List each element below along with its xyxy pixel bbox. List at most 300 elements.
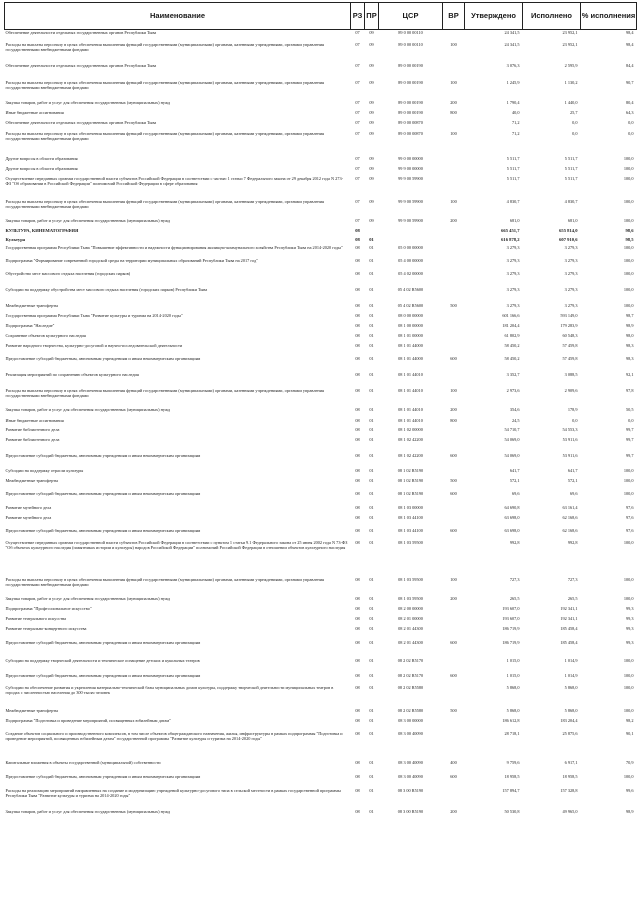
row-csr: 08 3 00 40090 — [398, 759, 423, 765]
row-csr: 08 2 02 R5170 — [397, 657, 424, 663]
row-csr — [379, 228, 443, 237]
table-row — [5, 323, 637, 333]
row-csr: 08 1 01 44000 — [398, 342, 423, 348]
row-approved: 5 868,0 — [506, 684, 520, 690]
row-executed: 23 952,1 — [562, 41, 578, 47]
table-row — [5, 658, 637, 673]
row-percent: 100,0 — [623, 477, 634, 483]
row-percent: 99,3 — [625, 639, 634, 645]
row-executed: 3 088,5 — [564, 371, 578, 377]
row-approved: 50 530,8 — [504, 808, 520, 814]
row-executed: 593 149,0 — [560, 312, 578, 318]
row-pr: 01 — [369, 684, 374, 690]
row-csr: 89 0 00 00110 — [398, 30, 423, 35]
row-executed: 0,0 — [572, 417, 578, 423]
row-executed: 607 910,6 — [559, 236, 578, 242]
row-pr: 01 — [369, 270, 374, 276]
row-name: Расходы на выплаты персоналу в целях обеспечения выполнения функций государственными (муниципальными) органами, казенными учреждениями, органами управления государственными внебюджетными фондами — [5, 576, 324, 588]
row-vr — [443, 788, 465, 809]
table-row — [5, 166, 637, 176]
row-rz: 08 — [355, 787, 360, 793]
row-csr: 08 3 00 R5190 — [397, 808, 424, 814]
row-pr: 01 — [369, 286, 374, 292]
row-name: Расходы на выплаты персоналу в целях обеспечения выполнения функций государственными (муниципальными) органами, казенными учреждениями, органами управления государственными внебюджетными фондами — [5, 79, 324, 91]
row-name: Предоставление субсидий бюджетным, автономным учреждениям и иным некоммерческим организациям — [5, 639, 201, 645]
row-percent: 99,7 — [625, 452, 634, 458]
row-executed: 5 511,7 — [564, 155, 578, 161]
row-rz: 07 — [355, 130, 360, 136]
row-percent: 97,6 — [625, 504, 634, 510]
row-pr: 01 — [369, 539, 374, 545]
row-csr: 99 0 00 00000 — [398, 155, 423, 161]
row-approved: 265,5 — [509, 595, 520, 601]
row-rz: 08 — [355, 286, 360, 292]
row-name: Субсидии на поддержку обустройства мест массового отдыха населения (городских парков) Республики Тыва — [5, 286, 208, 292]
row-vr — [443, 313, 465, 323]
row-percent: 100,0 — [623, 257, 634, 263]
row-executed: 727,3 — [567, 576, 578, 582]
row-pr: 01 — [369, 406, 374, 412]
row-vr — [443, 540, 465, 577]
row-csr: 08 1 01 44010 — [398, 417, 423, 423]
row-rz: 08 — [355, 639, 360, 645]
row-percent: 99,3 — [625, 615, 634, 621]
row-vr: 600 — [450, 490, 457, 496]
row-pr: 09 — [369, 109, 374, 115]
row-executed: 25 875,6 — [562, 730, 578, 736]
row-pr: 09 — [369, 198, 374, 204]
row-vr: 100 — [450, 41, 457, 47]
table-row — [5, 760, 637, 774]
table-row — [5, 606, 637, 616]
row-percent: 98,2 — [625, 717, 634, 723]
row-name: Создание объектов социального и производственного комплексов, в том числе объектов общегражданского назначения, жилья, инфраструктуры в рамках подпрограммы "Подготовка и проведение мероприятий, посвященных юбилейным датам" государственной программы "Развитие культуры и туризма на 2014-2020 годы" — [5, 730, 343, 742]
row-rz: 08 — [355, 707, 360, 713]
row-pr: 01 — [369, 342, 374, 348]
row-percent: 100,0 — [623, 467, 634, 473]
row-percent: 99,3 — [625, 625, 634, 631]
table-row — [5, 258, 637, 271]
row-executed: 179 283,9 — [560, 322, 578, 328]
row-csr: 08 2 01 44300 — [398, 625, 423, 631]
row-approved: 9 759,6 — [506, 759, 520, 765]
row-csr: 08 2 00 00000 — [398, 605, 423, 611]
row-approved: 40,0 — [511, 109, 520, 115]
row-rz: 08 — [355, 342, 360, 348]
row-rz: 07 — [355, 99, 360, 105]
row-name: Обеспечение деятельности отдельных государственных органов Республики Тыва — [5, 30, 157, 35]
row-approved: 4 830,7 — [506, 198, 520, 204]
row-pr: 01 — [369, 312, 374, 318]
row-pr: 01 — [369, 452, 374, 458]
row-rz: 07 — [355, 62, 360, 68]
row-name: Обеспечение деятельности отдельных государственных органов Республики Тыва — [5, 119, 157, 125]
row-percent: 97,6 — [625, 527, 634, 533]
row-rz: 07 — [355, 109, 360, 115]
row-percent: 100,0 — [623, 539, 634, 545]
row-csr: 89 0 00 00190 — [398, 99, 423, 105]
row-pr: 09 — [369, 79, 374, 85]
row-vr — [443, 176, 465, 199]
table-row — [5, 131, 637, 156]
row-percent: 97,6 — [625, 514, 634, 520]
row-vr — [443, 731, 465, 760]
row-name: Межбюджетные трансферты — [5, 302, 59, 308]
row-pr: 01 — [369, 387, 374, 393]
row-approved: 1 015,0 — [506, 672, 520, 678]
row-pr: 09 — [369, 165, 374, 171]
row-csr: 08 1 03 59500 — [398, 539, 423, 545]
row-percent: 97,8 — [625, 387, 634, 393]
row-pr: 01 — [369, 257, 374, 263]
row-pr: 01 — [369, 490, 374, 496]
row-pr: 01 — [369, 467, 374, 473]
row-pr: 09 — [369, 155, 374, 161]
row-name: Культура — [5, 236, 26, 242]
row-pr: 01 — [369, 759, 374, 765]
row-rz: 08 — [355, 504, 360, 510]
row-vr: 500 — [450, 302, 457, 308]
row-approved: 601 166,6 — [502, 312, 520, 318]
row-executed: 3 279,3 — [564, 286, 578, 292]
row-vr: 600 — [450, 452, 457, 458]
row-approved: 354,6 — [509, 406, 520, 412]
row-name: Осуществление переданных органам государственной власти субъектов Российской Федерации в соответствии с пунктом 1 статьи 9.1 Федерального закона от 25 июня 2002 года N 73-ФЗ "Об объектах культурного наследия (памятниках истории и культуры) народов Российской Федерации" полномочий Российской Федерации в отношении объектов культурного наследия — [5, 539, 348, 551]
row-vr: 800 — [450, 109, 457, 115]
row-csr: 08 1 03 44100 — [398, 527, 423, 533]
row-csr: 05 4 02 R5600 — [397, 286, 424, 292]
row-approved: 63 698,0 — [504, 514, 520, 520]
row-executed: 192 341,1 — [560, 615, 578, 621]
row-vr: 400 — [450, 759, 457, 765]
table-header — [5, 3, 637, 30]
row-approved: 71,2 — [511, 130, 520, 136]
row-approved: 193 607,0 — [502, 615, 520, 621]
row-name: Расходы на выплаты персоналу в целях обеспечения выполнения функций государственными (муниципальными) органами, казенными учреждениями, органами управления государственными внебюджетными фондами — [5, 130, 324, 142]
row-approved: 2 973,6 — [506, 387, 520, 393]
row-approved: 18 958,5 — [504, 773, 520, 779]
row-percent: 98,4 — [625, 41, 634, 47]
table-row — [5, 515, 637, 528]
row-percent: 100,0 — [623, 657, 634, 663]
row-percent: 100,0 — [623, 217, 634, 223]
row-rz: 08 — [355, 257, 360, 263]
row-approved: 24 341,5 — [504, 30, 520, 35]
row-name: Сохранение объектов культурного наследия — [5, 332, 86, 338]
row-rz: 08 — [355, 477, 360, 483]
row-pr: 01 — [369, 707, 374, 713]
table-row — [5, 673, 637, 685]
table-row — [5, 640, 637, 658]
row-name: Развитие музейного дела — [5, 504, 52, 510]
row-rz: 08 — [355, 355, 360, 361]
row-csr: 99 9 00 59900 — [398, 217, 423, 223]
table-row — [5, 313, 637, 323]
row-approved: 3 279,3 — [506, 270, 520, 276]
row-pr: 09 — [369, 130, 374, 136]
row-pr: 01 — [369, 808, 374, 814]
row-rz: 08 — [355, 759, 360, 765]
row-approved: 193 607,0 — [502, 605, 520, 611]
row-name: Реализация мероприятий по сохранению объектов культурного наследия — [5, 371, 139, 377]
row-name: Субсидии на поддержку творческой деятельности и техническое оснащение детских и кукольных театров — [5, 657, 200, 663]
row-percent: 99,7 — [625, 436, 634, 442]
table-row — [5, 388, 637, 407]
row-approved: 727,3 — [509, 576, 520, 582]
row-rz: 08 — [355, 417, 360, 423]
table-row — [5, 468, 637, 478]
row-executed: 60 548,3 — [562, 332, 578, 338]
row-executed: 572,1 — [567, 477, 578, 483]
row-percent: 98,4 — [625, 30, 634, 35]
row-approved: 54 710,7 — [504, 426, 520, 432]
row-name: Развитие библиотечного дела — [5, 436, 60, 442]
row-rz: 08 — [355, 302, 360, 308]
row-rz: 08 — [355, 406, 360, 412]
row-csr: 89 0 00 00110 — [398, 41, 423, 47]
row-executed: 54 553,3 — [562, 426, 578, 432]
row-approved: 1 245,9 — [506, 79, 520, 85]
table-row — [5, 437, 637, 453]
row-percent: 100,0 — [623, 490, 634, 496]
row-csr: 05 4 00 00000 — [398, 257, 423, 263]
row-name: Закупка товаров, работ и услуг для обеспечения государственных (муниципальных) нужд — [5, 217, 171, 223]
row-vr: 600 — [450, 639, 457, 645]
row-vr — [443, 658, 465, 673]
row-executed: 2 909,6 — [564, 387, 578, 393]
row-name: Обустройство мест массового отдыха населения (городских парков) — [5, 270, 131, 276]
header-percent: % исполнения — [581, 3, 637, 30]
row-approved: 5 511,7 — [506, 175, 520, 181]
row-executed: 185 458,4 — [560, 639, 578, 645]
table-row — [5, 407, 637, 418]
row-rz: 08 — [355, 236, 360, 242]
row-csr: 08 3 00 00000 — [398, 717, 423, 723]
table-row — [5, 491, 637, 505]
row-approved: 3 076,3 — [506, 62, 520, 68]
row-percent: 0,0 — [628, 417, 634, 423]
row-rz: 08 — [355, 322, 360, 328]
row-pr: 01 — [369, 302, 374, 308]
row-pr: 01 — [369, 773, 374, 779]
row-percent: 98,9 — [625, 808, 634, 814]
row-approved: 1 790,4 — [506, 99, 520, 105]
row-executed: 1 440,0 — [564, 99, 578, 105]
row-percent: 99,7 — [625, 426, 634, 432]
row-percent: 90,7 — [625, 79, 634, 85]
table-row — [5, 626, 637, 640]
table-row — [5, 809, 637, 820]
row-executed: 6 917,1 — [564, 759, 578, 765]
header-rz: РЗ — [351, 3, 365, 30]
row-name: Подпрограмма "Наследие" — [5, 322, 55, 328]
row-approved: 665 451,7 — [501, 227, 520, 233]
row-pr: 01 — [369, 477, 374, 483]
row-rz: 08 — [355, 576, 360, 582]
row-rz: 07 — [355, 165, 360, 171]
row-csr: 08 1 02 42200 — [398, 452, 423, 458]
row-rz: 07 — [355, 41, 360, 47]
row-rz: 08 — [355, 244, 360, 250]
row-pr: 01 — [369, 615, 374, 621]
row-vr — [443, 343, 465, 356]
row-rz: 08 — [355, 730, 360, 736]
row-name: Другие вопросы в области образования — [5, 165, 78, 171]
table-row — [5, 343, 637, 356]
table-row — [5, 453, 637, 468]
table-row — [5, 774, 637, 788]
row-executed: 69,6 — [569, 490, 578, 496]
row-rz: 08 — [355, 672, 360, 678]
table-row — [5, 788, 637, 809]
row-pr: 01 — [369, 657, 374, 663]
row-percent: 0,0 — [628, 130, 634, 136]
row-name: Субсидии на обеспечение развития и укрепления материально-технической базы муниципальных домов культуры, поддержку творческой деятельности муниципальных театров в городах с численностью населения до 300 тысяч человек — [5, 684, 334, 696]
row-approved: 3 279,3 — [506, 257, 520, 263]
row-executed: 25,7 — [569, 109, 578, 115]
row-percent: 98,9 — [625, 322, 634, 328]
row-rz: 08 — [355, 490, 360, 496]
row-name: Государственная программа Республики Тыва "Повышение эффективности и надежности функционирования жилищно-коммунального хозяйства Республики Тыва на 2014-2020 годы" — [5, 244, 343, 250]
row-executed: 5 868,0 — [564, 684, 578, 690]
row-name: Иные бюджетные ассигнования — [5, 109, 64, 115]
row-percent: 100,0 — [623, 155, 634, 161]
table-row — [5, 156, 637, 166]
row-percent: 92,1 — [625, 371, 634, 377]
row-approved: 186 719,9 — [502, 625, 520, 631]
row-pr: 01 — [369, 625, 374, 631]
row-percent: 100,0 — [623, 286, 634, 292]
row-rz: 08 — [355, 452, 360, 458]
row-csr: 08 1 03 59500 — [398, 595, 423, 601]
row-name: Развитие народного творчества, культурно-досуговой и научно-исследовательской деятельности — [5, 342, 183, 348]
table-row — [5, 528, 637, 540]
row-percent: 99,6 — [625, 787, 634, 793]
row-percent: 100,0 — [623, 672, 634, 678]
row-name: Подпрограмма "Подготовка и проведение мероприятий, посвященных юбилейным датам" — [5, 717, 171, 723]
row-executed: 63 161,4 — [562, 504, 578, 510]
row-percent: 50,5 — [625, 406, 634, 412]
row-name: Расходы на выплаты персоналу в целях обеспечения выполнения функций государственными (муниципальными) органами, казенными учреждениями, органами управления государственными внебюджетными фондами — [5, 387, 324, 399]
row-approved: 3 352,7 — [506, 371, 520, 377]
row-percent: 100,0 — [623, 302, 634, 308]
row-vr — [443, 437, 465, 453]
row-percent: 98,5 — [625, 236, 634, 242]
row-rz: 08 — [355, 467, 360, 473]
row-approved: 5 511,7 — [506, 155, 520, 161]
row-csr: 08 1 02 R5190 — [397, 490, 424, 496]
header-approved: Утверждено — [465, 3, 523, 30]
row-percent: 0,0 — [628, 119, 634, 125]
table-row — [5, 218, 637, 228]
row-name: Капитальные вложения в объекты государственной (муниципальной) собственности — [5, 759, 161, 765]
row-percent: 99,3 — [625, 605, 634, 611]
row-vr: 100 — [450, 198, 457, 204]
row-percent: 70,9 — [625, 759, 634, 765]
row-name: Расходы на реализацию мероприятий направленных на создание и модернизацию учреждений культурно-досугового типа в сельской местности в рамках государственной программы Республики Тыва "Развитие культуры и туризма на 2014-2020 годы" — [5, 787, 341, 799]
row-csr: 08 3 00 40090 — [398, 730, 423, 736]
row-vr: 200 — [450, 406, 457, 412]
row-percent: 100,0 — [623, 198, 634, 204]
row-name: Закупка товаров, работ и услуг для обеспечения государственных (муниципальных) нужд — [5, 406, 171, 412]
row-executed: 18 958,5 — [562, 773, 578, 779]
table-row — [5, 333, 637, 343]
row-vr — [443, 156, 465, 166]
row-rz: 08 — [355, 605, 360, 611]
row-pr: 01 — [369, 504, 374, 510]
row-csr: 89 0 00 00190 — [398, 62, 423, 68]
table-row — [5, 303, 637, 313]
table-row — [5, 372, 637, 388]
row-csr: 99 9 00 59900 — [398, 175, 423, 181]
row-percent: 100,0 — [623, 175, 634, 181]
row-vr — [443, 30, 465, 42]
row-pr: 01 — [369, 355, 374, 361]
row-executed: 3 279,3 — [564, 257, 578, 263]
row-vr — [443, 271, 465, 287]
row-rz: 07 — [355, 30, 360, 35]
row-csr: 08 1 01 44010 — [398, 371, 423, 377]
table-row — [5, 540, 637, 577]
row-executed: 681,0 — [567, 217, 578, 223]
row-pr: 01 — [369, 426, 374, 432]
row-vr — [443, 616, 465, 626]
row-csr: 08 3 00 R5190 — [397, 787, 424, 793]
row-pr: 01 — [369, 332, 374, 338]
row-vr — [443, 685, 465, 708]
row-rz: 08 — [355, 436, 360, 442]
row-csr: 08 3 00 40090 — [398, 773, 423, 779]
row-name: КУЛЬТУРА, КИНЕМАТОГРАФИЯ — [5, 227, 79, 233]
row-csr: 08 2 01 00000 — [398, 615, 423, 621]
row-executed: 3 279,3 — [564, 244, 578, 250]
row-rz: 08 — [355, 332, 360, 338]
row-rz: 08 — [355, 773, 360, 779]
row-approved: 181 204,4 — [502, 322, 520, 328]
row-percent: 98,0 — [625, 332, 634, 338]
row-pr: 01 — [369, 436, 374, 442]
row-approved: 58 450,2 — [504, 342, 520, 348]
row-executed: 265,5 — [567, 595, 578, 601]
table-row — [5, 176, 637, 199]
row-name: Предоставление субсидий бюджетным, автономным учреждениям и иным некоммерческим организациям — [5, 490, 201, 496]
row-executed: 5 511,7 — [564, 175, 578, 181]
row-pr: 01 — [369, 236, 374, 242]
row-rz: 07 — [355, 119, 360, 125]
row-pr: 01 — [369, 595, 374, 601]
row-pr: 01 — [369, 730, 374, 736]
row-vr: 500 — [450, 707, 457, 713]
row-csr: 05 0 00 00000 — [398, 244, 423, 250]
row-approved: 71,2 — [511, 119, 520, 125]
row-csr: 99 9 00 59900 — [398, 198, 423, 204]
table-body — [5, 30, 637, 820]
table-row — [5, 427, 637, 437]
row-csr: 08 1 03 59500 — [398, 576, 423, 582]
row-name: Развитие театрального искусства — [5, 615, 67, 621]
row-rz: 08 — [355, 595, 360, 601]
row-approved: 61 802,9 — [504, 332, 520, 338]
row-vr — [443, 166, 465, 176]
row-approved: 572,1 — [509, 477, 520, 483]
row-vr — [443, 287, 465, 303]
row-executed: 0,0 — [572, 119, 578, 125]
row-approved: 63 698,0 — [504, 527, 520, 533]
table-row — [5, 237, 637, 245]
row-executed: 49 965,0 — [562, 808, 578, 814]
row-name: Предоставление субсидий бюджетным, автономным учреждениям и иным некоммерческим организациям — [5, 672, 201, 678]
row-percent: 64,3 — [625, 109, 634, 115]
